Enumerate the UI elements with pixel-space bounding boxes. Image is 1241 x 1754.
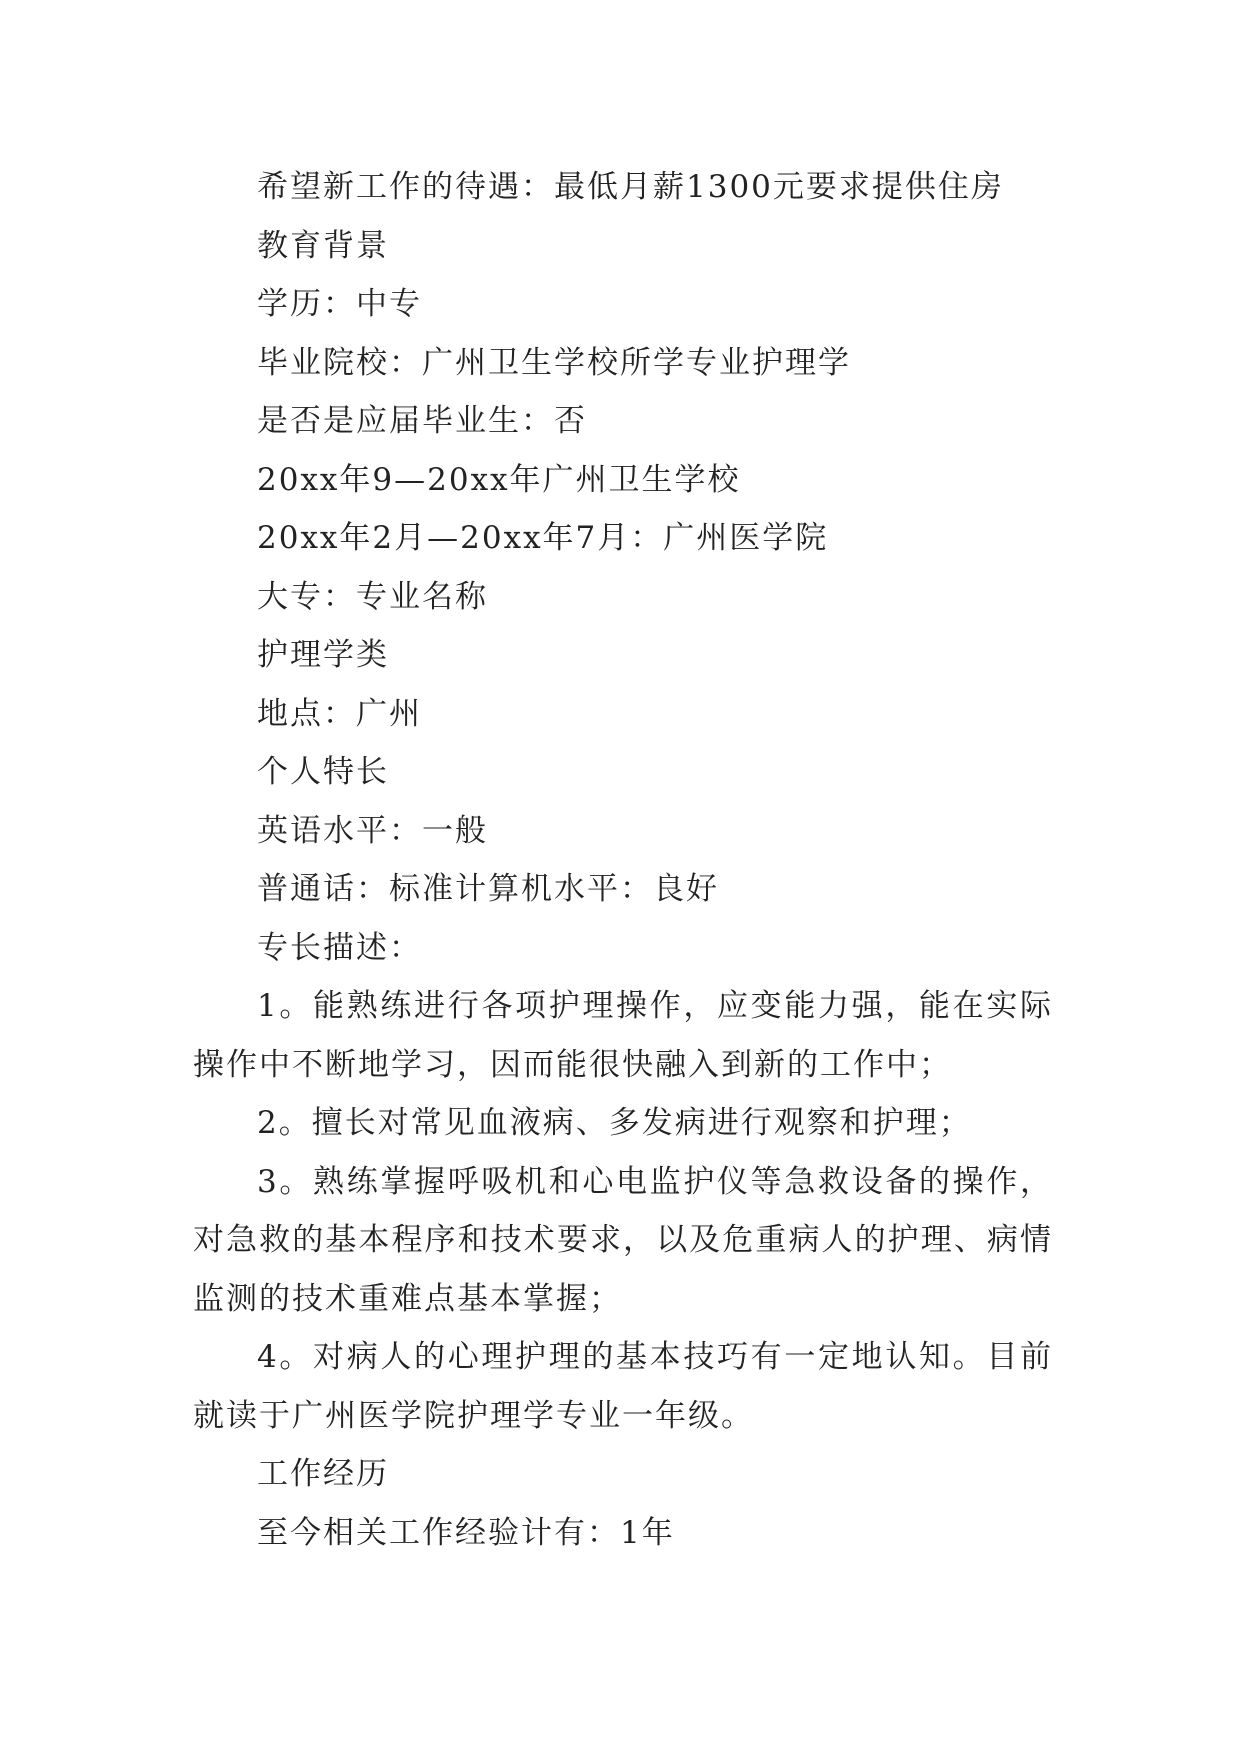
text-line-education-period-1: 20xx年9—20xx年广州卫生学校 [257,461,741,498]
specialty-paragraph-2: 2。擅长对常见血液病、多发病进行观察和护理； [257,1105,972,1141]
text-line-education-period-2: 20xx年2月—20xx年7月：广州医学院 [257,520,829,556]
specialty-paragraph-4: 4。对病人的心理护理的基本技巧有一定地认知。目前就读于广州医学院护理学专业一年级。 [193,1339,1053,1434]
text-line-major-name: 大专：专业名称 [257,578,488,615]
text-line-salary: 希望新工作的待遇：最低月薪1300元要求提供住房 [257,169,1004,205]
section-heading-skills: 个人特长 [257,754,389,790]
text-line-degree: 学历：中专 [257,286,422,322]
text-line-fresh-graduate: 是否是应届毕业生：否 [257,403,587,439]
text-line-experience-years: 至今相关工作经验计有：1年 [257,1514,675,1551]
text-line-english: 英语水平：一般 [257,812,488,849]
specialty-paragraph-3: 3。熟练掌握呼吸机和心电监护仪等急救设备的操作，对急救的基本程序和技术要求，以及危重病人的护理、病情监测的技术重难点基本掌握； [193,1163,1053,1317]
document-body [193,158,1053,1562]
text-line-specialty-heading: 专长描述： [257,929,422,966]
text-line-school: 毕业院校：广州卫生学校所学专业护理学 [257,344,851,381]
text-line-mandarin-computer: 普通话：标准计算机水平：良好 [257,871,719,907]
section-heading-work-experience: 工作经历 [257,1456,389,1492]
text-line-major-category: 护理学类 [257,637,389,673]
specialty-paragraph-1: 1。能熟练进行各项护理操作，应变能力强，能在实际操作中不断地学习，因而能很快融入到新的工作中； [193,988,1053,1083]
section-heading-education: 教育背景 [257,227,389,264]
text-line-location: 地点：广州 [257,695,422,732]
